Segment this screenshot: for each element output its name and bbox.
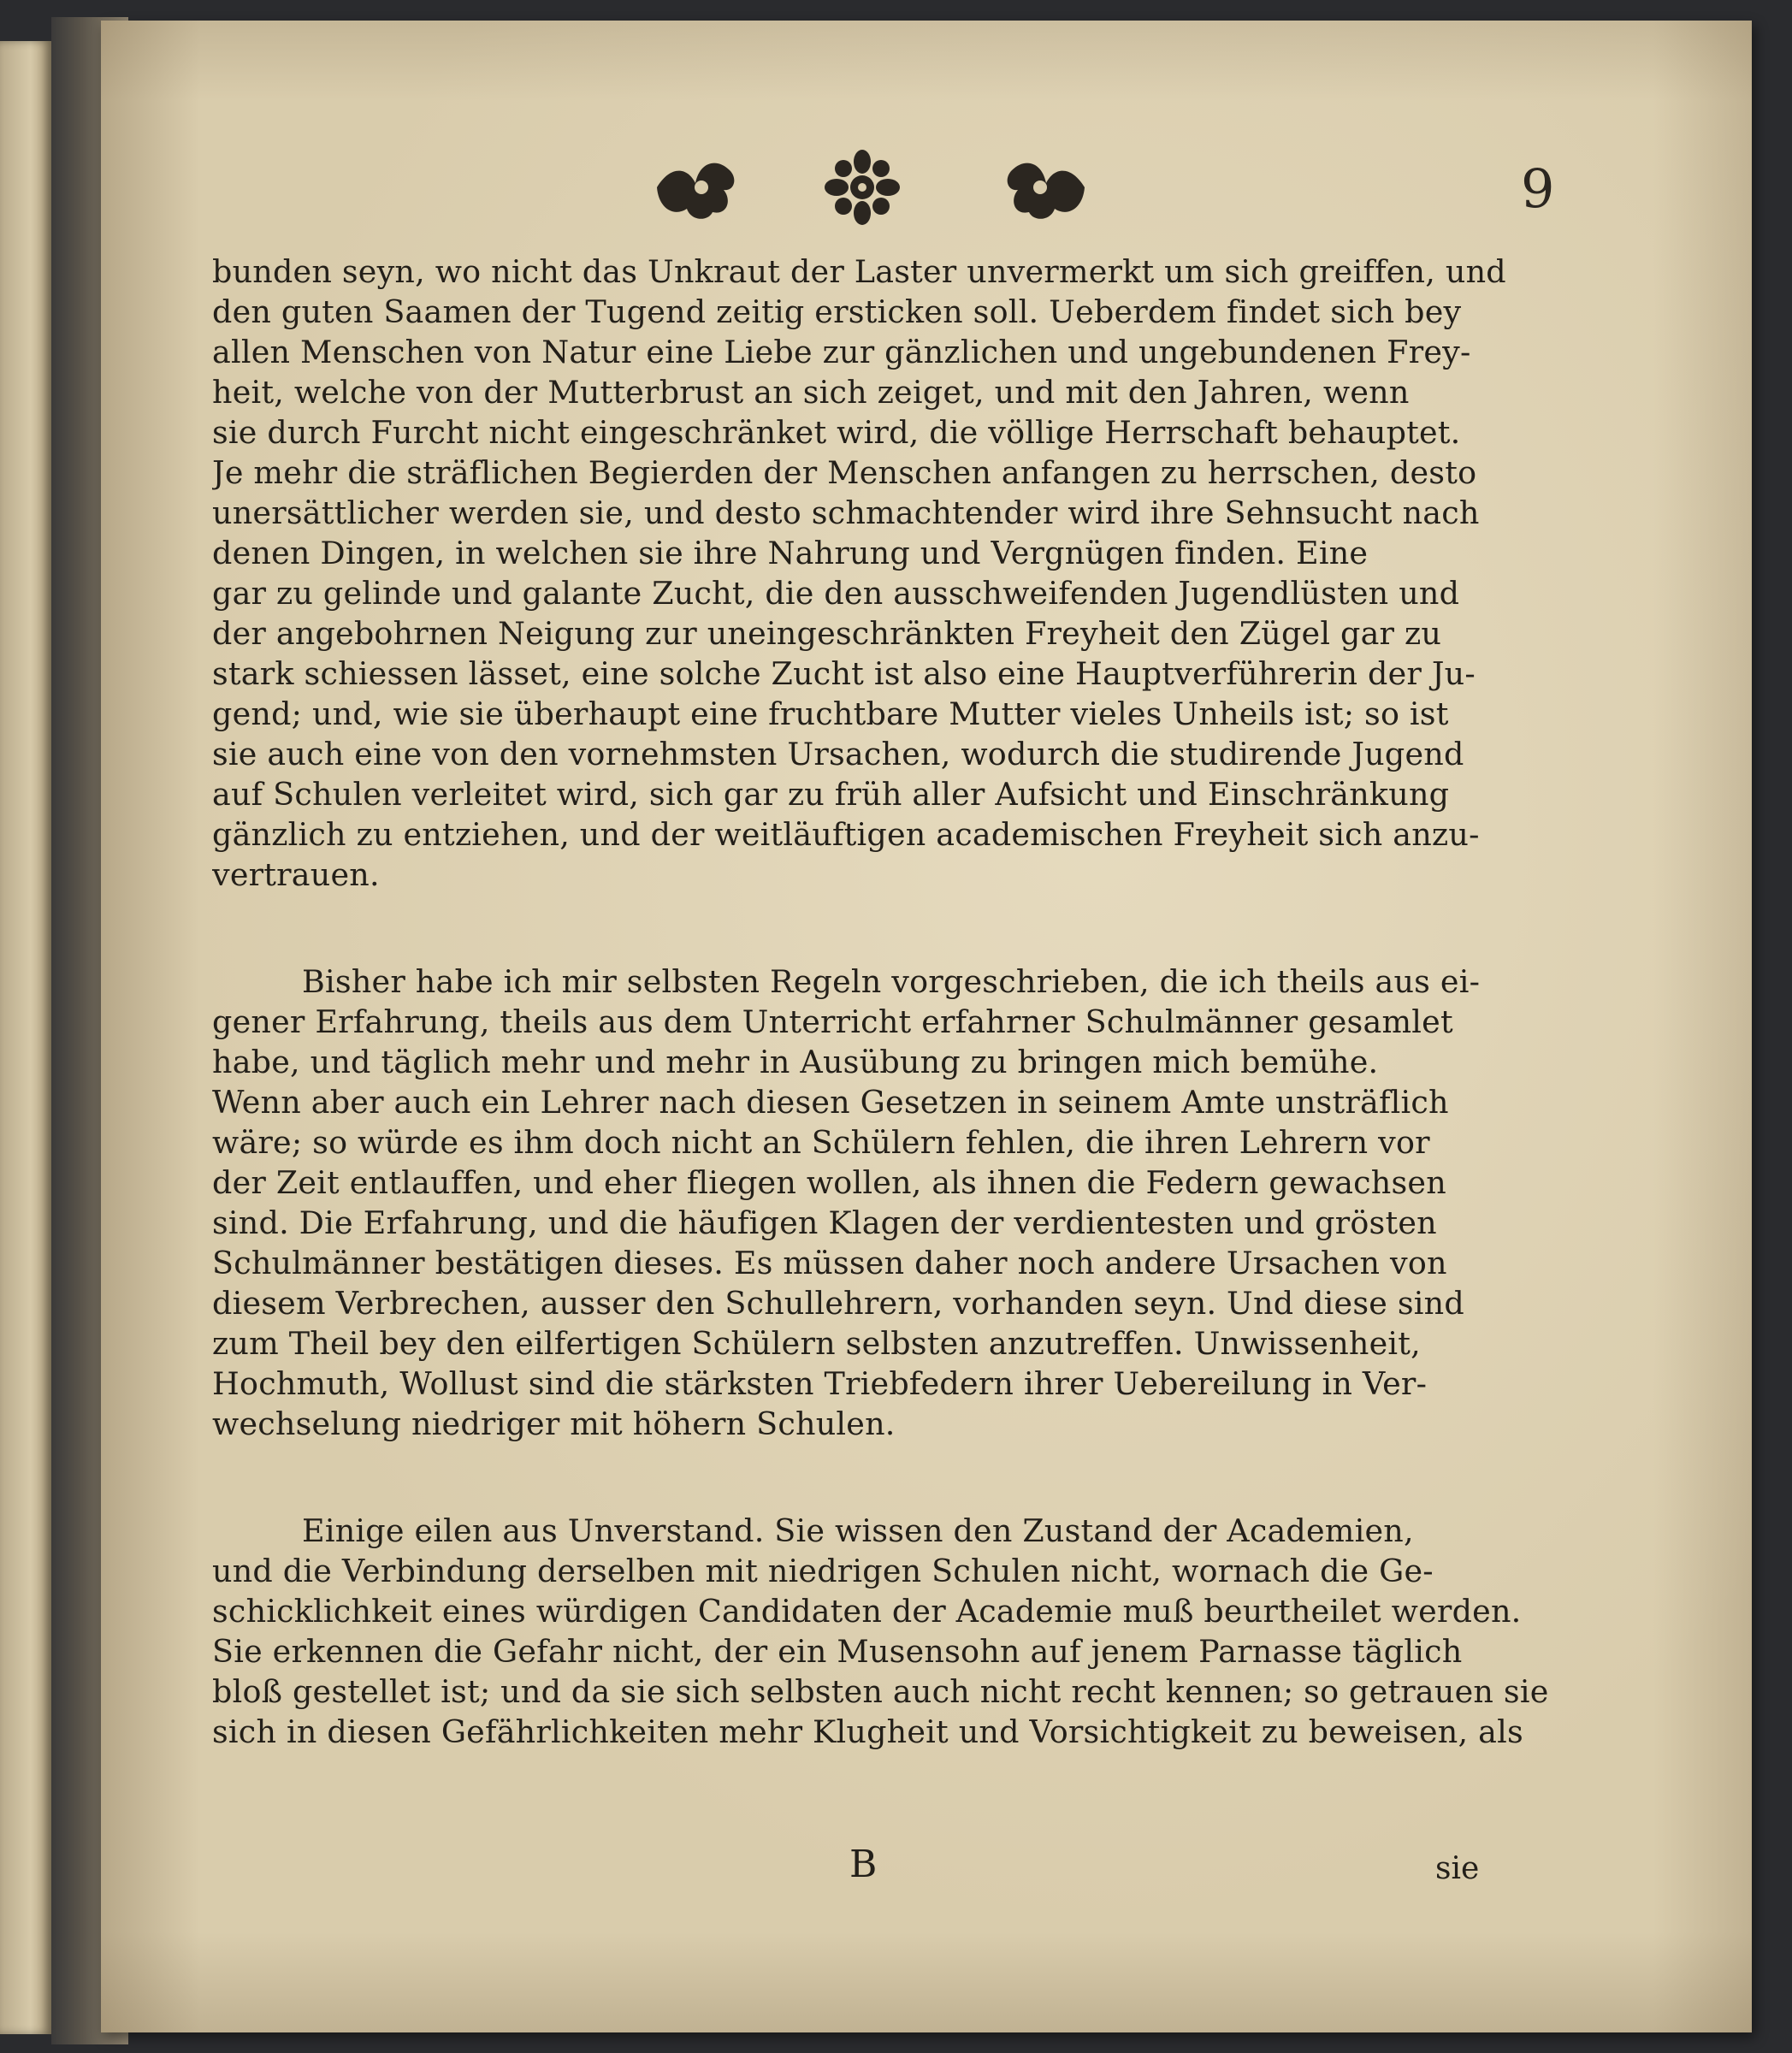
text-line: heit, welche von der Mutterbrust an sich zeiget, und mit den Jahren, wenn (212, 374, 1410, 411)
catchword: sie (1435, 1851, 1480, 1886)
fleuron-right-icon (991, 149, 1093, 226)
text-line: gend; und, wie sie überhaupt eine fruchtbare Mutter vieles Unheils ist; so ist (212, 695, 1449, 732)
text-line: Wenn aber auch ein Lehrer nach diesen Gesetzen in seinem Amte unsträflich (212, 1084, 1449, 1121)
text-line: Hochmuth, Wollust sind die stärksten Triebfedern ihrer Uebereilung in Ver- (212, 1365, 1428, 1402)
paragraph-gap (212, 895, 1598, 961)
body-text (212, 251, 1598, 1752)
signature-mark: B (849, 1843, 878, 1886)
text-line: gener Erfahrung, theils aus dem Unterricht erfahrner Schulmänner gesamlet (212, 1003, 1453, 1040)
fleuron-left-icon (648, 149, 751, 226)
text-line: unersättlicher werden sie, und desto schmachtender wird ihre Sehnsucht nach (212, 494, 1480, 531)
text-line: und die Verbindung derselben mit niedrigen Schulen nicht, wornach die Ge- (212, 1553, 1434, 1589)
text-line: Einige eilen aus Unverstand. Sie wissen den Zustand der Academien, (302, 1512, 1414, 1549)
text-line: wechselung niedriger mit höhern Schulen. (212, 1405, 896, 1442)
paragraph-gap (212, 1444, 1598, 1511)
text-line: diesem Verbrechen, ausser den Schullehrern, vorhanden seyn. Und diese sind (212, 1285, 1464, 1322)
text-line: habe, und täglich mehr und mehr in Ausübung zu bringen mich bemühe. (212, 1044, 1379, 1080)
page-number: 9 (1521, 157, 1555, 220)
rosette-ornament-icon (819, 149, 905, 226)
text-line: der angebohrnen Neigung zur uneingeschränkten Freyheit den Zügel gar zu (212, 615, 1442, 652)
text-line: denen Dingen, in welchen sie ihre Nahrung und Vergnügen finden. Eine (212, 535, 1369, 571)
text-line: gänzlich zu entziehen, und der weitläuftigen academischen Freyheit sich anzu- (212, 816, 1480, 853)
text-line: auf Schulen verleitet wird, sich gar zu früh aller Aufsicht und Einschränkung (212, 776, 1450, 813)
page-header (648, 149, 1606, 234)
book-page (101, 21, 1752, 2032)
text-line: gar zu gelinde und galante Zucht, die den ausschweifenden Jugendlüsten und (212, 575, 1460, 612)
text-line: zum Theil bey den eilfertigen Schülern selbsten anzutreffen. Unwissenheit, (212, 1325, 1421, 1362)
text-line: sind. Die Erfahrung, und die häufigen Klagen der verdientesten und grösten (212, 1204, 1437, 1241)
text-line: stark schiessen lässet, eine solche Zucht ist also eine Hauptverführerin der Ju- (212, 655, 1476, 692)
text-line: Je mehr die sträflichen Begierden der Menschen anfangen zu herrschen, desto (212, 454, 1477, 491)
text-line: bunden seyn, wo nicht das Unkraut der Laster unvermerkt um sich greiffen, und (212, 253, 1506, 290)
facing-page-strip (0, 41, 51, 2034)
text-line: vertrauen. (212, 856, 380, 893)
text-line: Schulmänner bestätigen dieses. Es müssen daher noch andere Ursachen von (212, 1245, 1447, 1281)
text-line: Bisher habe ich mir selbsten Regeln vorgeschrieben, die ich theils aus ei- (302, 963, 1481, 1000)
text-line: wäre; so würde es ihm doch nicht an Schülern fehlen, die ihren Lehrern vor (212, 1124, 1430, 1161)
text-line: Sie erkennen die Gefahr nicht, der ein Musensohn auf jenem Parnasse täglich (212, 1633, 1463, 1670)
text-line: schicklichkeit eines würdigen Candidaten der Academie muß beurtheilet werden. (212, 1593, 1522, 1630)
text-line: bloß gestellet ist; und da sie sich selbsten auch nicht recht kennen; so getrauen sie (212, 1673, 1549, 1710)
text-line: sie auch eine von den vornehmsten Ursachen, wodurch die studirende Jugend (212, 736, 1464, 772)
text-line: allen Menschen von Natur eine Liebe zur gänzlichen und ungebundenen Frey- (212, 334, 1471, 370)
text-line: sie durch Furcht nicht eingeschränket wird, die völlige Herrschaft behauptet. (212, 414, 1461, 451)
text-line: der Zeit entlauffen, und eher fliegen wollen, als ihnen die Federn gewachsen (212, 1164, 1446, 1201)
text-line: den guten Saamen der Tugend zeitig ersticken soll. Ueberdem findet sich bey (212, 293, 1462, 330)
text-line: sich in diesen Gefährlichkeiten mehr Klugheit und Vorsichtigkeit zu beweisen, als (212, 1713, 1523, 1750)
